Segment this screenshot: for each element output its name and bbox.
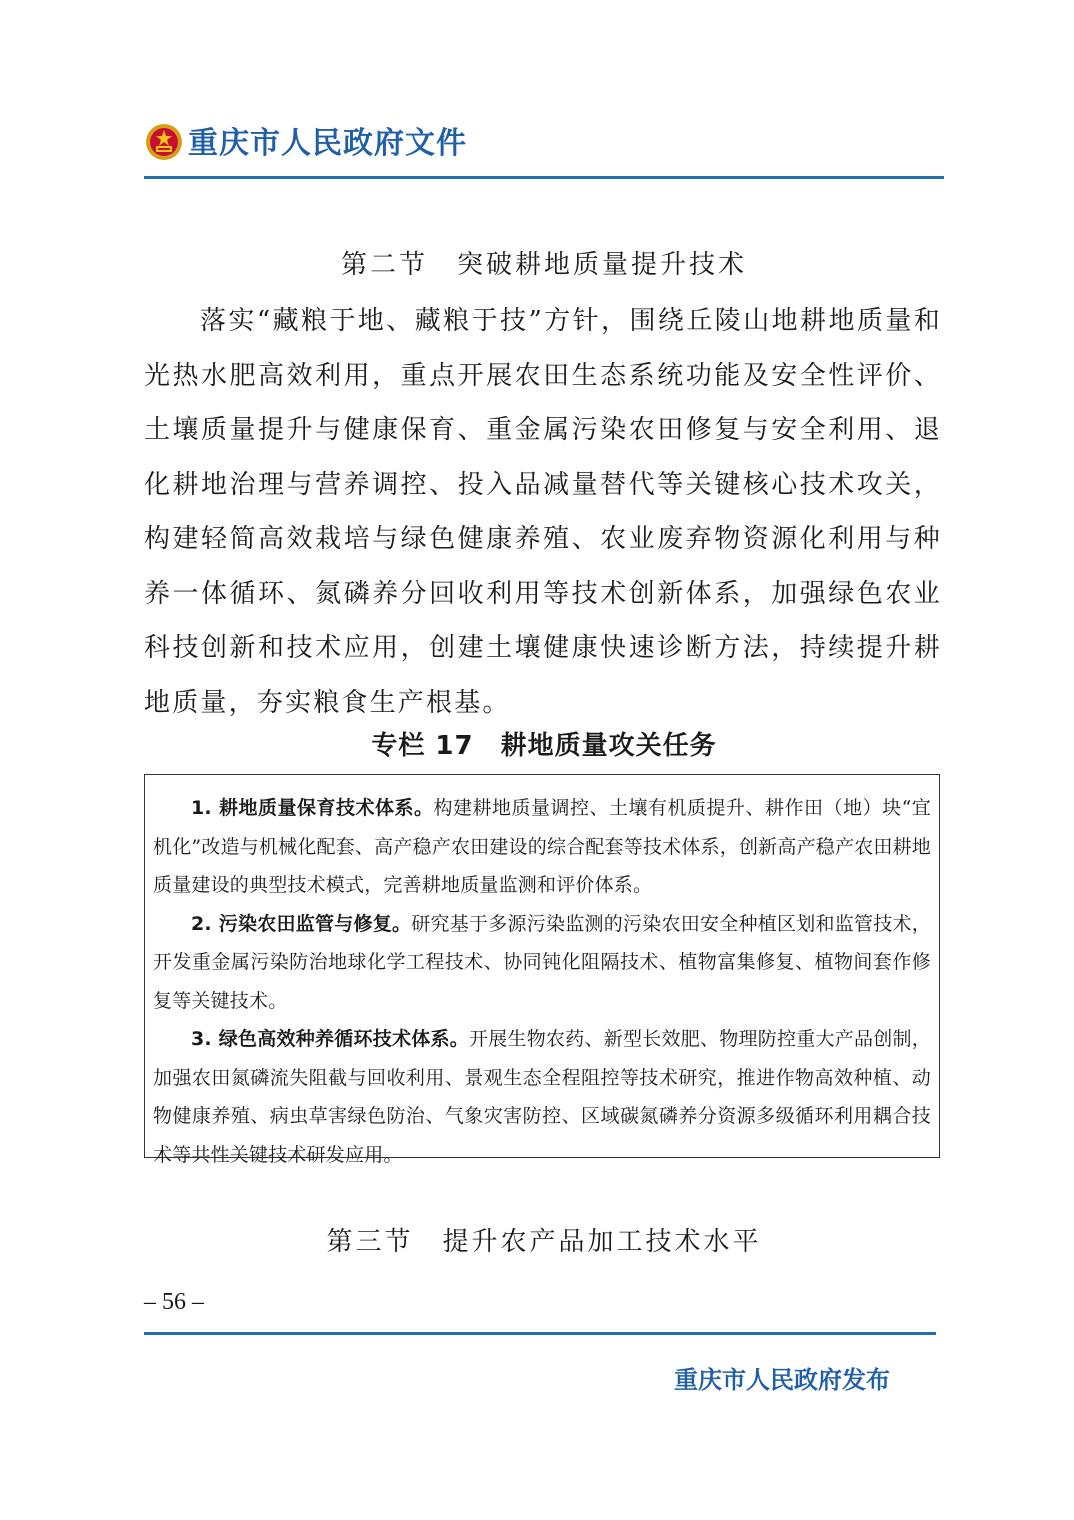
- column-item-2: [153, 905, 931, 1021]
- header-divider: [144, 176, 944, 179]
- footer-publisher: 重庆市人民政府发布: [674, 1366, 890, 1394]
- column-item-1-text: 构建耕地质量调控、土壤有机质提升、耕作田（地）块“宜机化”改造与机械化配套、高产稳产农田建设的综合配套等技术体系，创新高产稳产农田耕地质量建设的典型技术模式，完善耕地质量监测和评价体系。: [153, 797, 931, 896]
- column-item-3: [153, 1020, 931, 1174]
- column-item-3-text: 开展生物农药、新型长效肥、物理防控重大产品创制，加强农田氮磷流失阻截与回收利用、景观生态全程阻控等技术研究，推进作物高效种植、动物健康养殖、病虫草害绿色防治、气象灾害防控、区域碳氮磷养分资源多级循环利用耦合技术等共性关键技术研发应用。: [153, 1028, 931, 1166]
- column-item-2-text: 研究基于多源污染监测的污染农田安全种植区划和监管技术，开发重金属污染防治地球化学工程技术、协同钝化阻隔技术、植物富集修复、植物间套作修复等关键技术。: [153, 912, 931, 1012]
- column-item-2-name: 2. 污染农田监管与修复。: [191, 912, 412, 935]
- column-box: [144, 774, 940, 1166]
- document-header: [144, 116, 944, 182]
- page-number: – 56 –: [144, 1289, 204, 1315]
- section-3-heading: 第三节 提升农产品加工技术水平: [326, 1227, 762, 1257]
- column-item-1: [153, 789, 931, 905]
- column-item-3-name: 3. 绿色高效种养循环技术体系。: [191, 1028, 469, 1050]
- footer-divider: [144, 1332, 936, 1335]
- section-2-heading: 第二节 突破耕地质量提升技术: [340, 250, 747, 280]
- section-2-paragraph: 落实“藏粮于地、藏粮于技”方针，围绕丘陵山地耕地质量和光热水肥高效利用，重点开展农田生态系统功能及安全性评价、土壤质量提升与健康保育、重金属污染农田修复与安全利用、退化耕地治理与营养调控、投入品减量替代等关键核心技术攻关，构建轻简高效栽培与绿色健康养殖、农业废弃物资源化利用与种养一体循环、氮磷养分回收利用等技术创新体系，加强绿色农业科技创新和技术应用，创建土壤健康快速诊断方法，持续提升耕地质量，夯实粮食生产根基。: [144, 306, 942, 718]
- column-item-1-name: 1. 耕地质量保育技术体系。: [191, 797, 434, 819]
- header-title: 重庆市人民政府文件: [188, 126, 467, 161]
- national-emblem-icon: [144, 122, 184, 162]
- column-title: 专栏 17 耕地质量攻关任务: [371, 731, 717, 761]
